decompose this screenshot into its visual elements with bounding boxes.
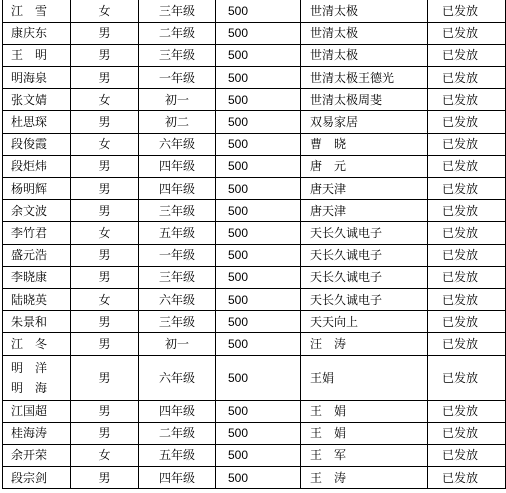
status-cell: 已发放 xyxy=(428,44,506,66)
student-name-cell: 李晓康 xyxy=(3,266,71,288)
amount-cell: 500 xyxy=(216,311,301,333)
donor-cell: 曹 晓 xyxy=(301,133,428,155)
status-cell: 已发放 xyxy=(428,422,506,444)
gender-cell: 女 xyxy=(71,444,139,466)
gender-cell: 男 xyxy=(71,155,139,177)
gender-cell: 男 xyxy=(71,333,139,355)
table-row xyxy=(3,355,506,400)
donor-cell: 王 娟 xyxy=(301,400,428,422)
grade-cell: 三年级 xyxy=(139,44,216,66)
gender-cell: 男 xyxy=(71,467,139,489)
student-name-cell: 段俊霞 xyxy=(3,133,71,155)
donor-cell: 世清太极 xyxy=(301,44,428,66)
amount-cell: 500 xyxy=(216,22,301,44)
donor-cell: 天长久诚电子 xyxy=(301,288,428,310)
donor-cell: 天长久诚电子 xyxy=(301,244,428,266)
gender-cell: 男 xyxy=(71,200,139,222)
gender-cell: 男 xyxy=(71,311,139,333)
student-name-line: 明 海 xyxy=(11,380,48,395)
grade-cell: 六年级 xyxy=(139,355,216,400)
amount-cell: 500 xyxy=(216,200,301,222)
gender-cell: 男 xyxy=(71,400,139,422)
gender-cell: 女 xyxy=(71,89,139,111)
amount-cell: 500 xyxy=(216,444,301,466)
gender-cell: 男 xyxy=(71,22,139,44)
gender-cell: 男 xyxy=(71,244,139,266)
table-row xyxy=(3,200,506,222)
table-row xyxy=(3,89,506,111)
status-cell: 已发放 xyxy=(428,178,506,200)
student-name-cell: 朱景和 xyxy=(3,311,71,333)
donor-cell: 天天向上 xyxy=(301,311,428,333)
table-row xyxy=(3,266,506,288)
status-cell: 已发放 xyxy=(428,444,506,466)
grade-cell: 六年级 xyxy=(139,288,216,310)
grade-cell: 六年级 xyxy=(139,133,216,155)
grade-cell: 四年级 xyxy=(139,155,216,177)
student-name-cell: 康庆东 xyxy=(3,22,71,44)
grade-cell: 三年级 xyxy=(139,200,216,222)
student-name-cell: 杨明辉 xyxy=(3,178,71,200)
status-cell: 已发放 xyxy=(428,266,506,288)
status-cell: 已发放 xyxy=(428,222,506,244)
student-name-cell: 杜思琛 xyxy=(3,111,71,133)
grade-cell: 一年级 xyxy=(139,67,216,89)
status-cell: 已发放 xyxy=(428,467,506,489)
student-name-cell: 李竹君 xyxy=(3,222,71,244)
status-cell: 已发放 xyxy=(428,200,506,222)
gender-cell: 女 xyxy=(71,288,139,310)
amount-cell: 500 xyxy=(216,422,301,444)
grade-cell: 五年级 xyxy=(139,222,216,244)
amount-cell: 500 xyxy=(216,467,301,489)
student-name-cell: 陆晓英 xyxy=(3,288,71,310)
grade-cell: 初二 xyxy=(139,111,216,133)
amount-cell: 500 xyxy=(216,244,301,266)
amount-cell: 500 xyxy=(216,333,301,355)
amount-cell: 500 xyxy=(216,111,301,133)
table-row xyxy=(3,467,506,489)
status-cell: 已发放 xyxy=(428,89,506,111)
table-row xyxy=(3,288,506,310)
table-row xyxy=(3,333,506,355)
donor-cell: 天长久诚电子 xyxy=(301,266,428,288)
grade-cell: 四年级 xyxy=(139,400,216,422)
status-cell: 已发放 xyxy=(428,133,506,155)
table-row xyxy=(3,422,506,444)
grade-cell: 四年级 xyxy=(139,467,216,489)
donor-cell: 双易家居 xyxy=(301,111,428,133)
student-name-cell: 桂海涛 xyxy=(3,422,71,444)
amount-cell: 500 xyxy=(216,288,301,310)
student-name-cell: 盛元浩 xyxy=(3,244,71,266)
student-name-cell: 段宗剑 xyxy=(3,467,71,489)
amount-cell: 500 xyxy=(216,44,301,66)
donor-cell: 王 娟 xyxy=(301,422,428,444)
gender-cell: 男 xyxy=(71,422,139,444)
student-name-line: 明 洋 xyxy=(11,360,48,375)
grade-cell: 五年级 xyxy=(139,444,216,466)
donor-cell: 世清太极周斐 xyxy=(301,89,428,111)
donor-cell: 唐 元 xyxy=(301,155,428,177)
student-name-cell: 明海泉 xyxy=(3,67,71,89)
student-name-cell: 江 雪 xyxy=(3,0,71,22)
grade-cell: 二年级 xyxy=(139,22,216,44)
grade-cell: 四年级 xyxy=(139,178,216,200)
gender-cell: 女 xyxy=(71,222,139,244)
gender-cell: 男 xyxy=(71,355,139,400)
table-row xyxy=(3,311,506,333)
status-cell: 已发放 xyxy=(428,244,506,266)
amount-cell: 500 xyxy=(216,178,301,200)
gender-cell: 男 xyxy=(71,67,139,89)
amount-cell: 500 xyxy=(216,266,301,288)
amount-cell: 500 xyxy=(216,155,301,177)
student-name-cell: 张文婧 xyxy=(3,89,71,111)
status-cell: 已发放 xyxy=(428,311,506,333)
table-row xyxy=(3,222,506,244)
amount-cell: 500 xyxy=(216,133,301,155)
gender-cell: 女 xyxy=(71,0,139,22)
donor-cell: 王 军 xyxy=(301,444,428,466)
status-cell: 已发放 xyxy=(428,155,506,177)
status-cell: 已发放 xyxy=(428,22,506,44)
grade-cell: 三年级 xyxy=(139,0,216,22)
amount-cell: 500 xyxy=(216,355,301,400)
table-row xyxy=(3,67,506,89)
status-cell: 已发放 xyxy=(428,288,506,310)
amount-cell: 500 xyxy=(216,400,301,422)
table-row xyxy=(3,400,506,422)
table-row xyxy=(3,0,506,22)
donor-cell: 王 涛 xyxy=(301,467,428,489)
status-cell: 已发放 xyxy=(428,400,506,422)
student-name-cell: 江 冬 xyxy=(3,333,71,355)
gender-cell: 男 xyxy=(71,111,139,133)
student-name-cell: 段炬炜 xyxy=(3,155,71,177)
student-name-cell: 余开荣 xyxy=(3,444,71,466)
status-cell: 已发放 xyxy=(428,111,506,133)
donor-cell: 唐天津 xyxy=(301,178,428,200)
table-row xyxy=(3,133,506,155)
grade-cell: 初一 xyxy=(139,89,216,111)
amount-cell: 500 xyxy=(216,222,301,244)
student-name-cell: 余文波 xyxy=(3,200,71,222)
status-cell: 已发放 xyxy=(428,333,506,355)
table-row xyxy=(3,22,506,44)
status-cell: 已发放 xyxy=(428,67,506,89)
table-row xyxy=(3,444,506,466)
student-name-cell: 王 明 xyxy=(3,44,71,66)
grade-cell: 三年级 xyxy=(139,266,216,288)
gender-cell: 女 xyxy=(71,133,139,155)
student-name-cell xyxy=(3,355,71,400)
grade-cell: 初一 xyxy=(139,333,216,355)
table-row xyxy=(3,111,506,133)
donor-cell: 王娟 xyxy=(301,355,428,400)
gender-cell: 男 xyxy=(71,44,139,66)
gender-cell: 男 xyxy=(71,178,139,200)
gender-cell: 男 xyxy=(71,266,139,288)
student-aid-table xyxy=(2,0,506,489)
donor-cell: 世清太极王德光 xyxy=(301,67,428,89)
donor-cell: 汪 涛 xyxy=(301,333,428,355)
table-row xyxy=(3,155,506,177)
status-cell: 已发放 xyxy=(428,0,506,22)
grade-cell: 一年级 xyxy=(139,244,216,266)
amount-cell: 500 xyxy=(216,89,301,111)
status-cell: 已发放 xyxy=(428,355,506,400)
donor-cell: 世清太极 xyxy=(301,22,428,44)
grade-cell: 三年级 xyxy=(139,311,216,333)
table-row xyxy=(3,44,506,66)
donor-cell: 唐天津 xyxy=(301,200,428,222)
amount-cell: 500 xyxy=(216,67,301,89)
table-body xyxy=(3,0,506,489)
amount-cell: 500 xyxy=(216,0,301,22)
table-row xyxy=(3,178,506,200)
student-name-cell: 江国超 xyxy=(3,400,71,422)
grade-cell: 二年级 xyxy=(139,422,216,444)
donor-cell: 天长久诚电子 xyxy=(301,222,428,244)
donor-cell: 世清太极 xyxy=(301,0,428,22)
table-row xyxy=(3,244,506,266)
